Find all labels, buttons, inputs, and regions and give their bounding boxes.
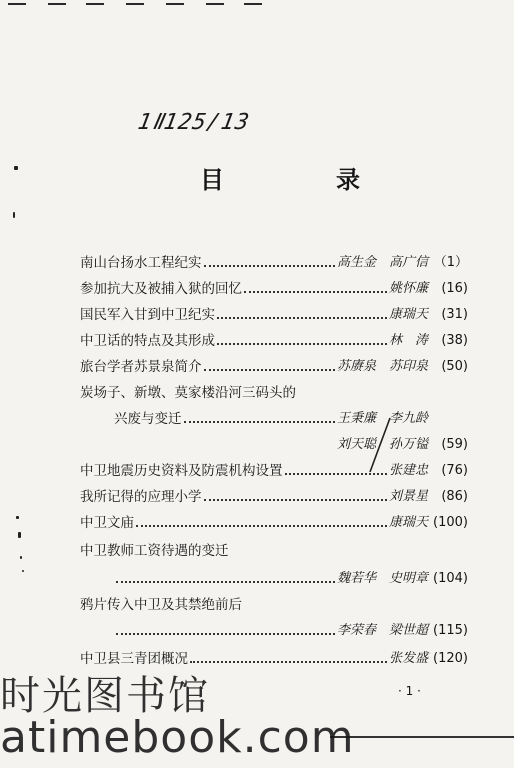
watermark-url: atimebook.com [0,712,355,763]
margin-speck [18,532,21,538]
toc-entry: 鸦片传入中卫及其禁绝前后 [80,597,242,613]
title-char-mu: 目 [200,166,224,194]
handwritten-call-number: 1Ⅱ125/13 [135,110,252,135]
toc-entry: 国民军入甘到中卫纪实 康瑞天 (31) [80,307,468,323]
toc-entry: 刘天聪 孙万镒 (59) [336,437,468,452]
page-number: · 1 · [398,684,421,698]
toc-entry: 炭场子、新墩、莫家楼沿河三码头的 [80,385,296,401]
toc-entry: 中卫地震历史资料及防震机构设置 张建忠 (76) [80,463,468,479]
toc-entry: 兴废与变迁 王秉廉 李九龄 [114,411,428,427]
title-char-lu: 录 [336,166,360,194]
page-title [200,160,360,200]
margin-speck [13,212,15,218]
toc-entry: 中卫文庙 康瑞天 (100) [80,515,468,531]
toc-entry: 魏若华 史明章 (104) [114,566,468,588]
margin-speck [14,166,18,170]
watermark-chinese: 时光图书馆 [0,673,210,719]
margin-speck [22,570,24,572]
toc-entry: 李荣春 梁世超 (115) [114,618,468,640]
toc-entry: 南山台扬水工程纪实 高生金 高广信 （1） [80,255,468,271]
margin-speck [20,556,22,559]
toc-entry: 中卫教师工资待遇的变迁 [80,543,229,559]
pen-stroke [360,416,400,476]
toc-entry: 中卫话的特点及其形成 林 涛 (38) [80,333,468,349]
toc-entry: 旅台学者苏景泉简介 苏赓泉 苏印泉 (50) [80,359,468,375]
toc-entry: 参加抗大及被捕入狱的回忆 姚怀廉 (16) [80,281,468,297]
top-dash-rule [8,0,308,8]
margin-speck [16,516,19,519]
toc-entry: 我所记得的应理小学 刘景星 (86) [80,489,468,505]
toc-entry: 中卫县三青团概况 张发盛 (120) [80,651,468,667]
